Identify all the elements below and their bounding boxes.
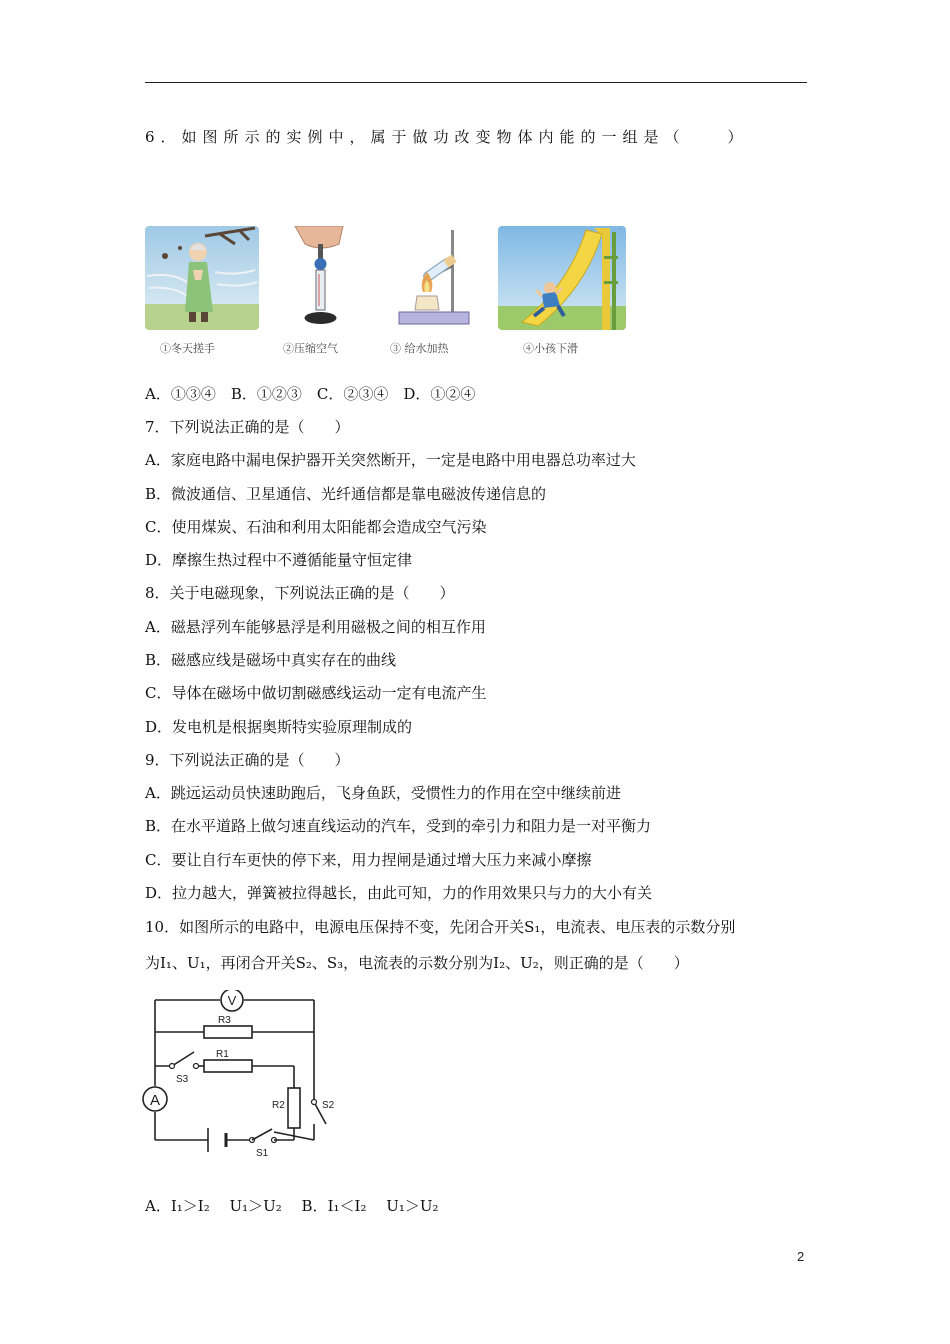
ammeter-label: A — [149, 1092, 161, 1109]
q6-image-rubbing-hands — [145, 226, 259, 330]
q6-caption-2: ②压缩空气 — [283, 342, 338, 355]
s2-label: S2 — [322, 1100, 335, 1111]
q6-caption-3: ③ 给水加热 — [390, 342, 449, 355]
q10-stem-line2: 为I₁、U₁，再闭合开关S₂、S₃，电流表的示数分别为I₂、U₂，则正确的是（ ） — [145, 954, 689, 972]
q6-caption-1: ①冬天搓手 — [160, 342, 215, 355]
voltmeter-label: V — [227, 993, 237, 1008]
q6-image-compress-air — [285, 226, 357, 330]
q10-circuit-diagram — [140, 990, 350, 1162]
s3-label: S3 — [176, 1074, 189, 1085]
q6-caption-4: ④小孩下滑 — [523, 342, 578, 355]
q8-option-b: B．磁感应线是磁场中真实存在的曲线 — [145, 651, 397, 669]
q9-option-c: C．要让自行车更快的停下来，用力捏闸是通过增大压力来减小摩擦 — [145, 851, 592, 869]
q9-option-b: B．在水平道路上做匀速直线运动的汽车，受到的牵引力和阻力是一对平衡力 — [145, 817, 652, 835]
q8-stem: 8．关于电磁现象，下列说法正确的是（ ） — [145, 584, 455, 602]
q7-option-d: D．摩擦生热过程中不遵循能量守恒定律 — [145, 551, 413, 569]
q6-options: A．①③④ B．①②③ C．②③④ D．①②④ — [145, 385, 476, 403]
q7-option-a: A．家庭电路中漏电保护器开关突然断开，一定是电路中用电器总功率过大 — [145, 451, 636, 469]
q7-option-b: B．微波通信、卫星通信、光纤通信都是靠电磁波传递信息的 — [145, 485, 547, 503]
r1-label: R1 — [216, 1049, 229, 1060]
q7-stem: 7．下列说法正确的是（ ） — [145, 418, 350, 436]
q8-option-d: D．发电机是根据奥斯特实验原理制成的 — [145, 718, 413, 736]
q6-stem: 6．如图所示的实例中，属于做功改变物体内能的一组是（ ） — [145, 128, 749, 146]
page-number: 2 — [797, 1249, 805, 1264]
q6-image-heating-water — [395, 226, 475, 330]
q9-stem: 9．下列说法正确的是（ ） — [145, 751, 350, 769]
q6-image-child-slide — [498, 226, 626, 330]
q8-option-a: A．磁悬浮列车能够悬浮是利用磁极之间的相互作用 — [145, 618, 486, 636]
header-rule — [145, 82, 807, 83]
q10-stem-line1: 10．如图所示的电路中，电源电压保持不变，先闭合开关S₁，电流表、电压表的示数分别 — [145, 918, 736, 936]
q7-option-c: C．使用煤炭、石油和利用太阳能都会造成空气污染 — [145, 518, 487, 536]
r2-label: R2 — [272, 1100, 285, 1111]
q8-option-c: C．导体在磁场中做切割磁感线运动一定有电流产生 — [145, 684, 487, 702]
s1-label: S1 — [256, 1148, 269, 1159]
q9-option-a: A．跳远运动员快速助跑后，飞身鱼跃，受惯性力的作用在空中继续前进 — [145, 784, 621, 802]
r3-label: R3 — [218, 1015, 231, 1026]
q10-options: A．I₁＞I₂ U₁＞U₂ B．I₁＜I₂ U₁＞U₂ — [145, 1197, 439, 1215]
q9-option-d: D．拉力越大，弹簧被拉得越长，由此可知，力的作用效果只与力的大小有关 — [145, 884, 653, 902]
